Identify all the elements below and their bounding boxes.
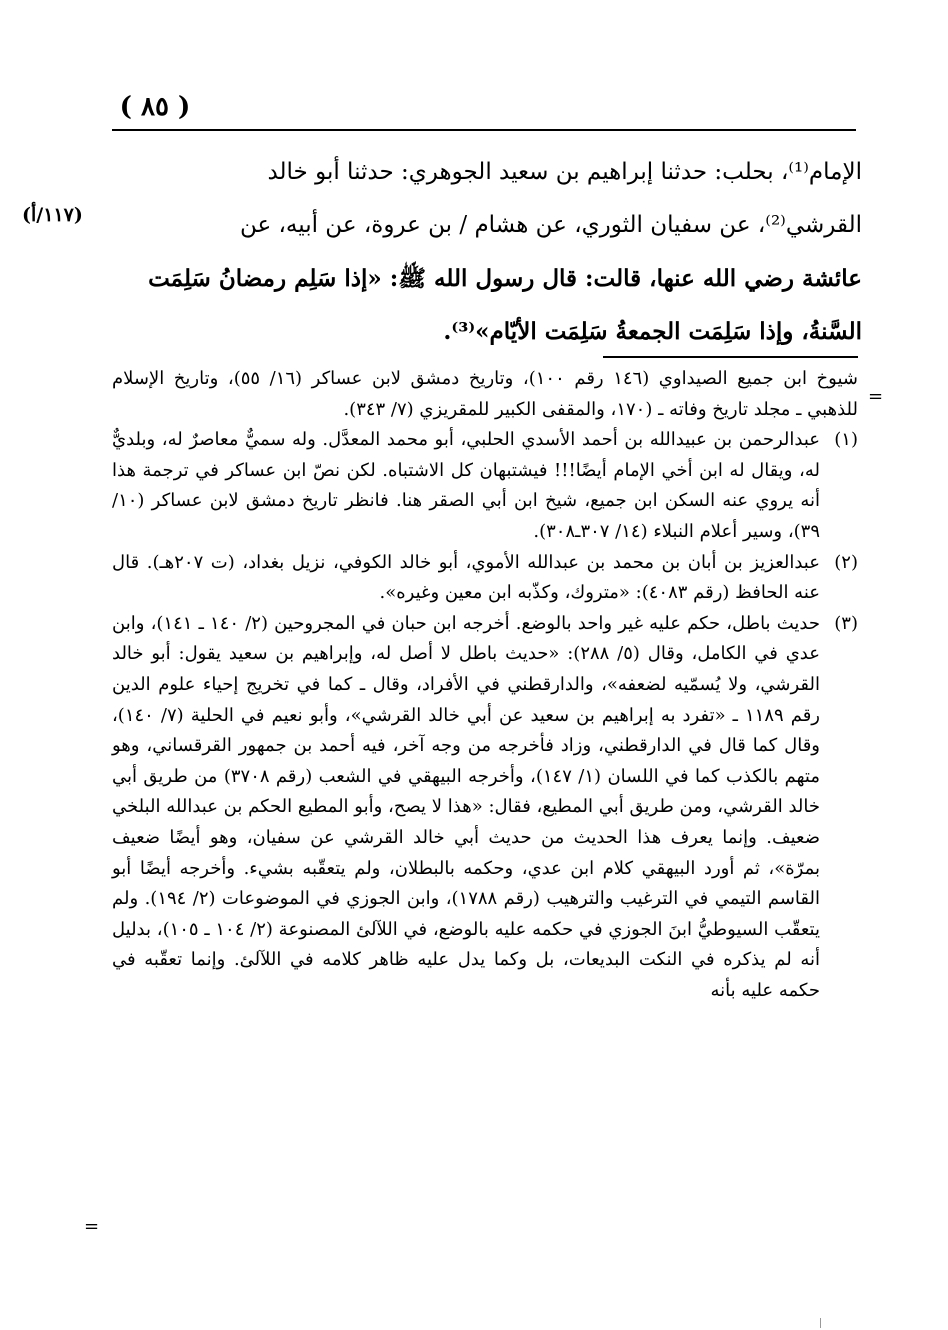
footnote-2	[112, 548, 858, 609]
main-text-block	[110, 146, 862, 358]
manuscript-folio-marker: (١١٧/أ)	[22, 204, 83, 226]
main-text-line: الإمام⁽¹⁾، بحلب: حدثنا إبراهيم بن سعيد الجوهري: حدثنا أبو خالد	[267, 159, 862, 185]
footnote-3	[112, 609, 858, 1007]
footnote-text: عبدالرحمن بن عبيدالله بن أحمد الأسدي الحلبي، أبو محمد المعدَّل. وله سميٌّ معاصرٌ له، وبلديٌّ له، ويقال له ابن أخي الإمام أيضًا!!! فيشتبهان كل الاشتباه. لكن نصّ ابن عساكر في ترجمة هذا أنه يروي عنه السكن ابن جميع، شيخ ابن أبي الصقر هنا. فانظر تاريخ دمشق لابن عساكر (١٠/ ٣٩)، وسير أعلام النبلاء (١٤/ ٣٠٧ـ٣٠٨).	[112, 429, 820, 542]
continued-from-previous-mark: =	[868, 386, 884, 407]
footnote-text: عبدالعزيز بن أبان بن محمد بن عبدالله الأموي، أبو خالد الكوفي، نزيل بغداد، (ت ٢٠٧هـ). قال عنه الحافظ (رقم ٤٠٨٣): «متروك، وكذّبه ابن معين وغيره».	[112, 551, 820, 604]
page-number: ( ٨٥ )	[119, 92, 191, 122]
footnote-1	[112, 425, 858, 547]
footnote-text: حديث باطل، حكم عليه غير واحد بالوضع. أخرجه ابن حبان في المجروحين (٢/ ١٤٠ ـ ١٤١)، وابن عدي في الكامل، وقال (٥/ ٢٨٨): «حديث باطل لا أصل له، وإبراهيم بن سعيد يقول: أبو خالد القرشي، ولا يُسمّيه لضعفه»، والدارقطني في الأفراد، وقال ـ كما في تخريج إحياء علوم الدين رقم ١١٨٩ ـ «تفرد به إبراهيم بن سعيد عن أبي خالد القرشي»، وأبو نعيم في الحلية (٧/ ١٤٠)، وقال كما قال في الدارقطني، وزاد فأخرجه من وجه آخر، فيه أحمد بن جمهور القرقساني، وهو متهم بالكذب كما في اللسان (١/ ١٤٧)، وأخرجه البيهقي في الشعب (رقم ٣٧٠٨) من طريق أبي خالد القرشي، ومن طريق أبي المطيع، فقال: «هذا لا يصح، وأبو المطيع الحكم بن عبدالله البلخي ضعيف. وإنما يعرف هذا الحديث من حديث أبي خالد القرشي عن سفيان، وهو أيضًا ضعيف بمرّة»، ثم أورد البيهقي كلام ابن عدي، وحكمه بالبطلان، ولم يتعقّبه بشيء. وأخرجه أيضًا أبو القاسم التيمي في الترغيب والترهيب (رقم ١٧٨٨)، وابن الجوزي في الموضوعات (٢/ ١٩٤). ولم يتعقّب السيوطيُّ ابنَ الجوزي في حكمه عليه بالوضع، في اللآلئ المصنوعة (٢/ ١٠٤ ـ ١٠٥)، بدليل أنه لم يذكره في النكت البديعات، بل وكما يدل عليه ظاهر كلامه في اللآلئ. وإنما تعقّبه في حكمه عليه بأنه	[112, 612, 820, 1001]
footnote-continuation: شيوخ ابن جميع الصيداوي (١٤٦ رقم ١٠٠)، وتاريخ دمشق لابن عساكر (١٦/ ٥٥)، وتاريخ الإسلام للذهبي ـ مجلد تاريخ وفاته ـ (١٧٠، والمقفى الكبير للمقريزي (٧/ ٣٤٣).	[112, 368, 858, 420]
main-text-line: عائشة رضي الله عنها، قالت: قال رسول الله ﷺ: «إذا سَلِم رمضانُ سَلِمَت	[148, 265, 862, 292]
footnote-separator-rule	[603, 356, 858, 358]
header-rule	[112, 129, 856, 131]
footnote-number: (٢)	[834, 551, 858, 573]
scan-mark	[820, 1318, 821, 1328]
continues-next-page-mark: =	[84, 1216, 100, 1237]
footnotes-section	[112, 364, 858, 1006]
footnote-number: (١)	[834, 429, 858, 451]
main-text-line: القرشي⁽²⁾، عن سفيان الثوري، عن هشام / بن عروة، عن أبيه، عن	[239, 212, 862, 238]
footnote-number: (٣)	[834, 612, 858, 634]
main-text-line: السَّنةُ، وإذا سَلِمَت الجمعةُ سَلِمَت الأيّام»⁽³⁾.	[443, 318, 862, 345]
